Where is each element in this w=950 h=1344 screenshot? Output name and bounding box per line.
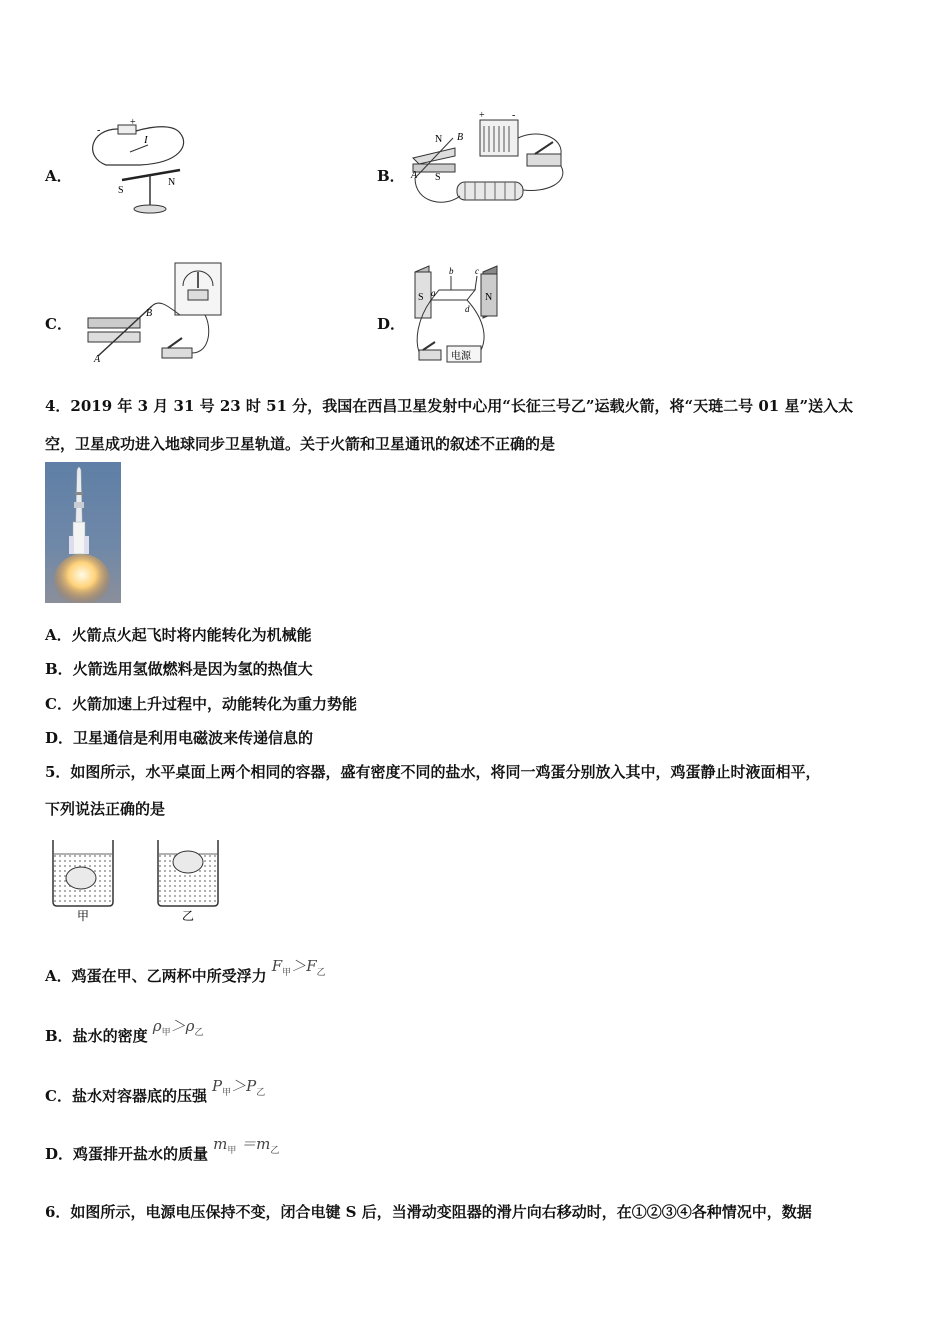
q3-option-c-label: C． — [45, 315, 72, 333]
q4-option-d: D．卫星通信是利用电磁波来传递信息的 — [45, 729, 314, 747]
figure-d-a: a — [431, 288, 436, 298]
figure-b-b: B — [457, 132, 464, 143]
figure-a-oersted — [80, 115, 200, 225]
q4-option-a: A．火箭点火起飞时将内能转化为机械能 — [45, 626, 312, 644]
q5-stem-line1: 5．如图所示，水平桌面上两个相同的容器，盛有密度不同的盐水，将同一鸡蛋分别放入其中，鸡蛋静止时液面相平， — [45, 763, 821, 781]
q5-option-c — [45, 1077, 266, 1108]
figure-c-b: B — [146, 308, 153, 319]
figure-b-circuit — [405, 108, 575, 218]
q5-option-d-formula: $m_甲 =m_乙$ — [213, 1135, 280, 1156]
figure-a-minus: - — [97, 125, 101, 136]
figure-b-s: S — [435, 172, 441, 183]
q4-option-c: C．火箭加速上升过程中，动能转化为重力势能 — [45, 695, 357, 713]
q3-option-a-label: A． — [45, 167, 72, 185]
figure-b-minus: - — [512, 110, 516, 121]
figure-c-a: A — [94, 354, 101, 365]
figure-d-n: N — [485, 292, 493, 303]
figure-d-b: b — [449, 266, 454, 276]
figure-d-power: 电源 — [451, 351, 471, 362]
figure-a-n: N — [168, 177, 176, 188]
q5-option-b — [45, 1017, 204, 1048]
figure-c-galvanometer — [80, 258, 230, 370]
figure-b-a: A — [411, 170, 418, 181]
figure-a-current: I — [144, 134, 148, 146]
q6-stem-line1: 6．如图所示，电源电压保持不变，闭合电键 S 后，当滑动变阻器的滑片向右移动时，在①②③④各种情况中，数据 — [45, 1203, 812, 1221]
figure-d-motor — [405, 260, 515, 370]
rocket-launch-photo — [45, 462, 121, 603]
q5-option-a-text: A．鸡蛋在甲、乙两杯中所受浮力 — [45, 967, 267, 985]
q5-cup-label-yi: 乙 — [182, 909, 195, 923]
q3-option-d-label: D． — [377, 315, 406, 333]
q5-option-c-formula: $P_甲>P_乙$ — [212, 1077, 266, 1098]
q5-cup-label-jia: 甲 — [77, 909, 90, 923]
q5-option-b-text: B．盐水的密度 — [45, 1027, 148, 1045]
q5-option-d-text: D．鸡蛋排开盐水的质量 — [45, 1145, 209, 1163]
figure-a-plus: + — [130, 117, 136, 128]
figure-b-n: N — [435, 134, 443, 145]
q5-option-b-formula: $\rho_甲>\rho_乙$ — [152, 1017, 204, 1038]
q5-option-a-formula: $F_甲>F_乙$ — [271, 957, 326, 978]
q5-option-c-text: C．盐水对容器底的压强 — [45, 1087, 207, 1105]
q4-option-b: B．火箭选用氢做燃料是因为氢的热值大 — [45, 660, 313, 678]
figure-a-s: S — [118, 185, 124, 196]
q3-option-b-label: B． — [377, 167, 405, 185]
figure-d-s: S — [418, 292, 424, 303]
figure-d-c: c — [475, 266, 479, 276]
figure-b-plus: + — [479, 110, 485, 121]
q5-option-d — [45, 1135, 280, 1166]
q5-option-a — [45, 957, 326, 988]
q5-beakers-figure — [48, 834, 223, 930]
q5-stem-line2: 下列说法正确的是 — [45, 800, 166, 818]
q4-stem-line2: 空，卫星成功进入地球同步卫星轨道。关于火箭和卫星通讯的叙述不正确的是 — [45, 435, 556, 453]
figure-d-d: d — [465, 304, 470, 314]
q4-stem-line1: 4．2019 年 3 月 31 号 23 时 51 分，我国在西昌卫星发射中心用“长征三号乙”运载火箭，将“天琏二号 01 星”送入太 — [45, 397, 854, 415]
